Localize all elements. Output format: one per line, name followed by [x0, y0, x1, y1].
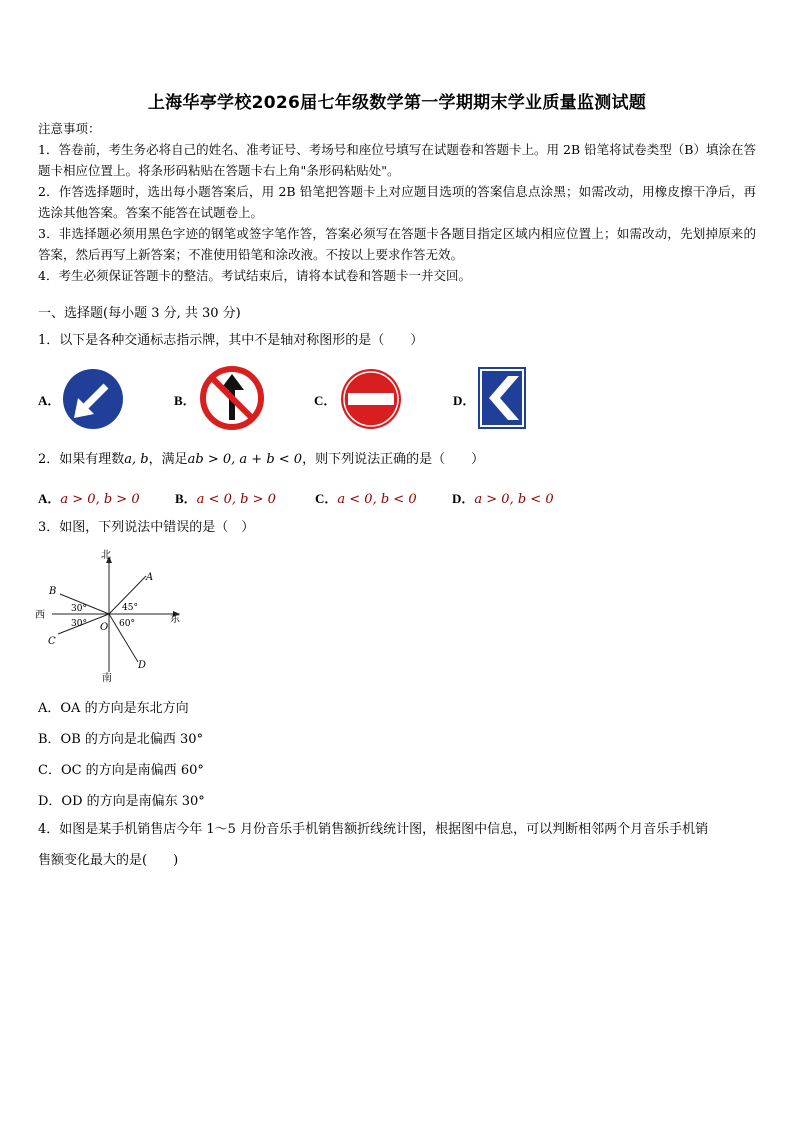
section-heading: 一、选择题(每小题 3 分, 共 30 分) [38, 306, 241, 321]
no-entry-sign-icon [340, 368, 402, 434]
chevron-left-sign-icon [478, 367, 526, 433]
angle-d-label: 60° [119, 619, 135, 629]
question-1-stem: 1．以下是各种交通标志指示牌，其中不是轴对称图形的是（ ） [38, 333, 424, 348]
angle-b-label: 30° [71, 604, 87, 614]
compass-direction-figure [34, 548, 184, 686]
point-a-label: A [146, 572, 154, 583]
q3-option-b: B．OB 的方向是北偏西 30° [38, 732, 204, 747]
south-label: 南 [102, 673, 112, 682]
q1-option-b-label: B． [174, 393, 196, 408]
notice-item-2: 2．作答选择题时，选出每小题答案后，用 2B 铅笔把答题卡上对应题目选项的答案信息点涂黑；如需改动，用橡皮擦干净后，再选涂其他答案。答案不能答在试题卷上。 [38, 184, 756, 220]
question-4-line-1: 4．如图是某手机销售店今年 1～5 月份音乐手机销售额折线统计图，根据图中信息，可以判断相邻两个月音乐手机销 [38, 822, 709, 837]
q2-option-c: C．a < 0, b < 0 [315, 491, 417, 507]
point-d-label: D [138, 660, 147, 671]
notice-item-3: 3．非选择题必须用黑色字迹的钢笔或签字笔作答，答案必须写在答题卡各题目指定区域内相应位置上；如需改动，先划掉原来的答案，然后再写上新答案；不准使用铅笔和涂改液。不按以上要求作答无效。 [38, 226, 756, 262]
notice-section [38, 118, 756, 286]
q2-option-b: B．a < 0, b > 0 [175, 491, 276, 507]
point-o-label: O [100, 622, 109, 633]
page-title: 上海华亭学校2026届七年级数学第一学期期末学业质量监测试题 [147, 93, 647, 113]
q3-option-a: A．OA 的方向是东北方向 [38, 701, 189, 716]
east-label: 东 [170, 614, 180, 625]
q1-option-d-label: D． [453, 393, 476, 408]
question-3-stem: 3．如图，下列说法中错误的是（ ） [38, 520, 255, 535]
q3-option-d: D．OD 的方向是南偏东 30° [38, 794, 205, 809]
question-4-line-2: 售额变化最大的是( ) [38, 853, 179, 868]
q2-option-a: A．a > 0, b > 0 [38, 491, 140, 507]
point-b-label: B [49, 586, 57, 597]
q3-option-c: C．OC 的方向是南偏西 60° [38, 763, 204, 778]
q1-option-c-label: C． [314, 393, 337, 408]
angle-c-label: 30° [71, 619, 87, 629]
no-straight-ahead-sign-icon [200, 366, 264, 434]
notice-item-1: 1．答卷前，考生务必将自己的姓名、准考证号、考场号和座位号填写在试题卷和答题卡上。用 2B 铅笔将试卷类型（B）填涂在答题卡相应位置上。将条形码粘贴在答题卡右上角"条形码粘贴处"。 [38, 142, 756, 178]
west-label: 西 [35, 610, 45, 621]
point-c-label: C [48, 636, 56, 647]
north-label: 北 [101, 550, 111, 561]
angle-a-label: 45° [122, 603, 138, 613]
question-2-stem: 2．如果有理数a, b，满足ab > 0, a + b < 0，则下列说法正确的是（ ） [38, 452, 485, 467]
notice-heading: 注意事项： [38, 121, 101, 136]
keep-left-sign-icon [62, 368, 124, 434]
q2-option-d: D．a > 0, b < 0 [452, 491, 554, 507]
q1-option-a-label: A． [38, 393, 61, 408]
notice-item-4: 4．考生必须保证答题卡的整洁。考试结束后，请将本试卷和答题卡一并交回。 [38, 268, 471, 283]
